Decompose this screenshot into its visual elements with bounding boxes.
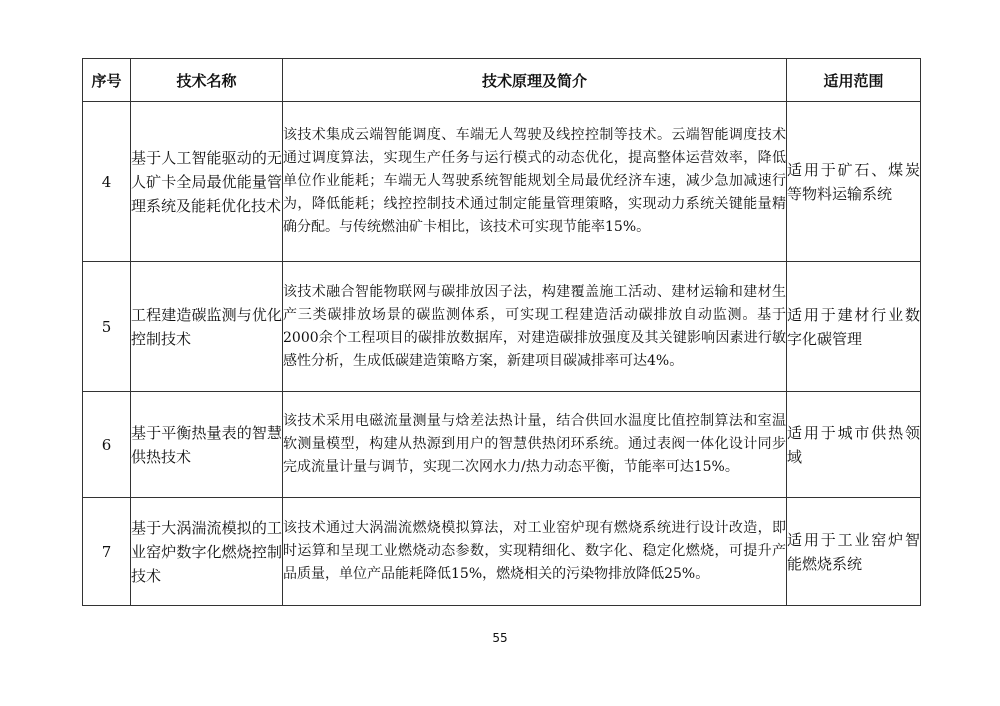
row-index: 7 bbox=[83, 498, 131, 606]
row-index: 4 bbox=[83, 102, 131, 262]
header-scope: 适用范围 bbox=[787, 59, 921, 102]
row-scope: 适用于工业窑炉智能燃烧系统 bbox=[787, 498, 921, 606]
row-index: 5 bbox=[83, 262, 131, 392]
row-tech-name: 基于人工智能驱动的无人矿卡全局最优能量管理系统及能耗优化技术 bbox=[131, 102, 283, 262]
row-tech-name: 工程建造碳监测与优化控制技术 bbox=[131, 262, 283, 392]
header-description: 技术原理及简介 bbox=[283, 59, 787, 102]
row-description: 该技术融合智能物联网与碳排放因子法，构建覆盖施工活动、建材运输和建材生产三类碳排放场景的碳监测体系，可实现工程建造活动碳排放自动监测。基于2000余个工程项目的碳排放数据库，对建造碳排放强度及其关键影响因素进行敏感性分析，生成低碳建造策略方案，新建项目碳减排率可达4%。 bbox=[283, 262, 787, 392]
row-scope: 适用于矿石、煤炭等物料运输系统 bbox=[787, 102, 921, 262]
page-number: 55 bbox=[492, 631, 508, 645]
row-scope: 适用于建材行业数字化碳管理 bbox=[787, 262, 921, 392]
row-tech-name: 基于大涡湍流模拟的工业窑炉数字化燃烧控制技术 bbox=[131, 498, 283, 606]
row-description: 该技术通过大涡湍流燃烧模拟算法，对工业窑炉现有燃烧系统进行设计改造，即时运算和呈现工业燃烧动态参数，实现精细化、数字化、稳定化燃烧，可提升产品质量，单位产品能耗降低15%，燃烧相关的污染物排放降低25%。 bbox=[283, 498, 787, 606]
header-name: 技术名称 bbox=[131, 59, 283, 102]
technology-table bbox=[82, 58, 921, 606]
row-description: 该技术采用电磁流量测量与焓差法热计量，结合供回水温度比值控制算法和室温软测量模型，构建从热源到用户的智慧供热闭环系统。通过表阀一体化设计同步完成流量计量与调节，实现二次网水力/热力动态平衡，节能率可达15%。 bbox=[283, 392, 787, 498]
header-index: 序号 bbox=[83, 59, 131, 102]
table-row bbox=[83, 498, 921, 606]
row-index: 6 bbox=[83, 392, 131, 498]
table-row bbox=[83, 102, 921, 262]
row-scope: 适用于城市供热领域 bbox=[787, 392, 921, 498]
row-description: 该技术集成云端智能调度、车端无人驾驶及线控控制等技术。云端智能调度技术通过调度算法，实现生产任务与运行模式的动态优化，提高整体运营效率，降低单位作业能耗；车端无人驾驶系统智能规划全局最优经济车速，减少急加减速行为，降低能耗；线控控制技术通过制定能量管理策略，实现动力系统关键能量精确分配。与传统燃油矿卡相比，该技术可实现节能率15%。 bbox=[283, 102, 787, 262]
table-header-row bbox=[83, 59, 921, 102]
table-row bbox=[83, 392, 921, 498]
row-tech-name: 基于平衡热量表的智慧供热技术 bbox=[131, 392, 283, 498]
table-row bbox=[83, 262, 921, 392]
